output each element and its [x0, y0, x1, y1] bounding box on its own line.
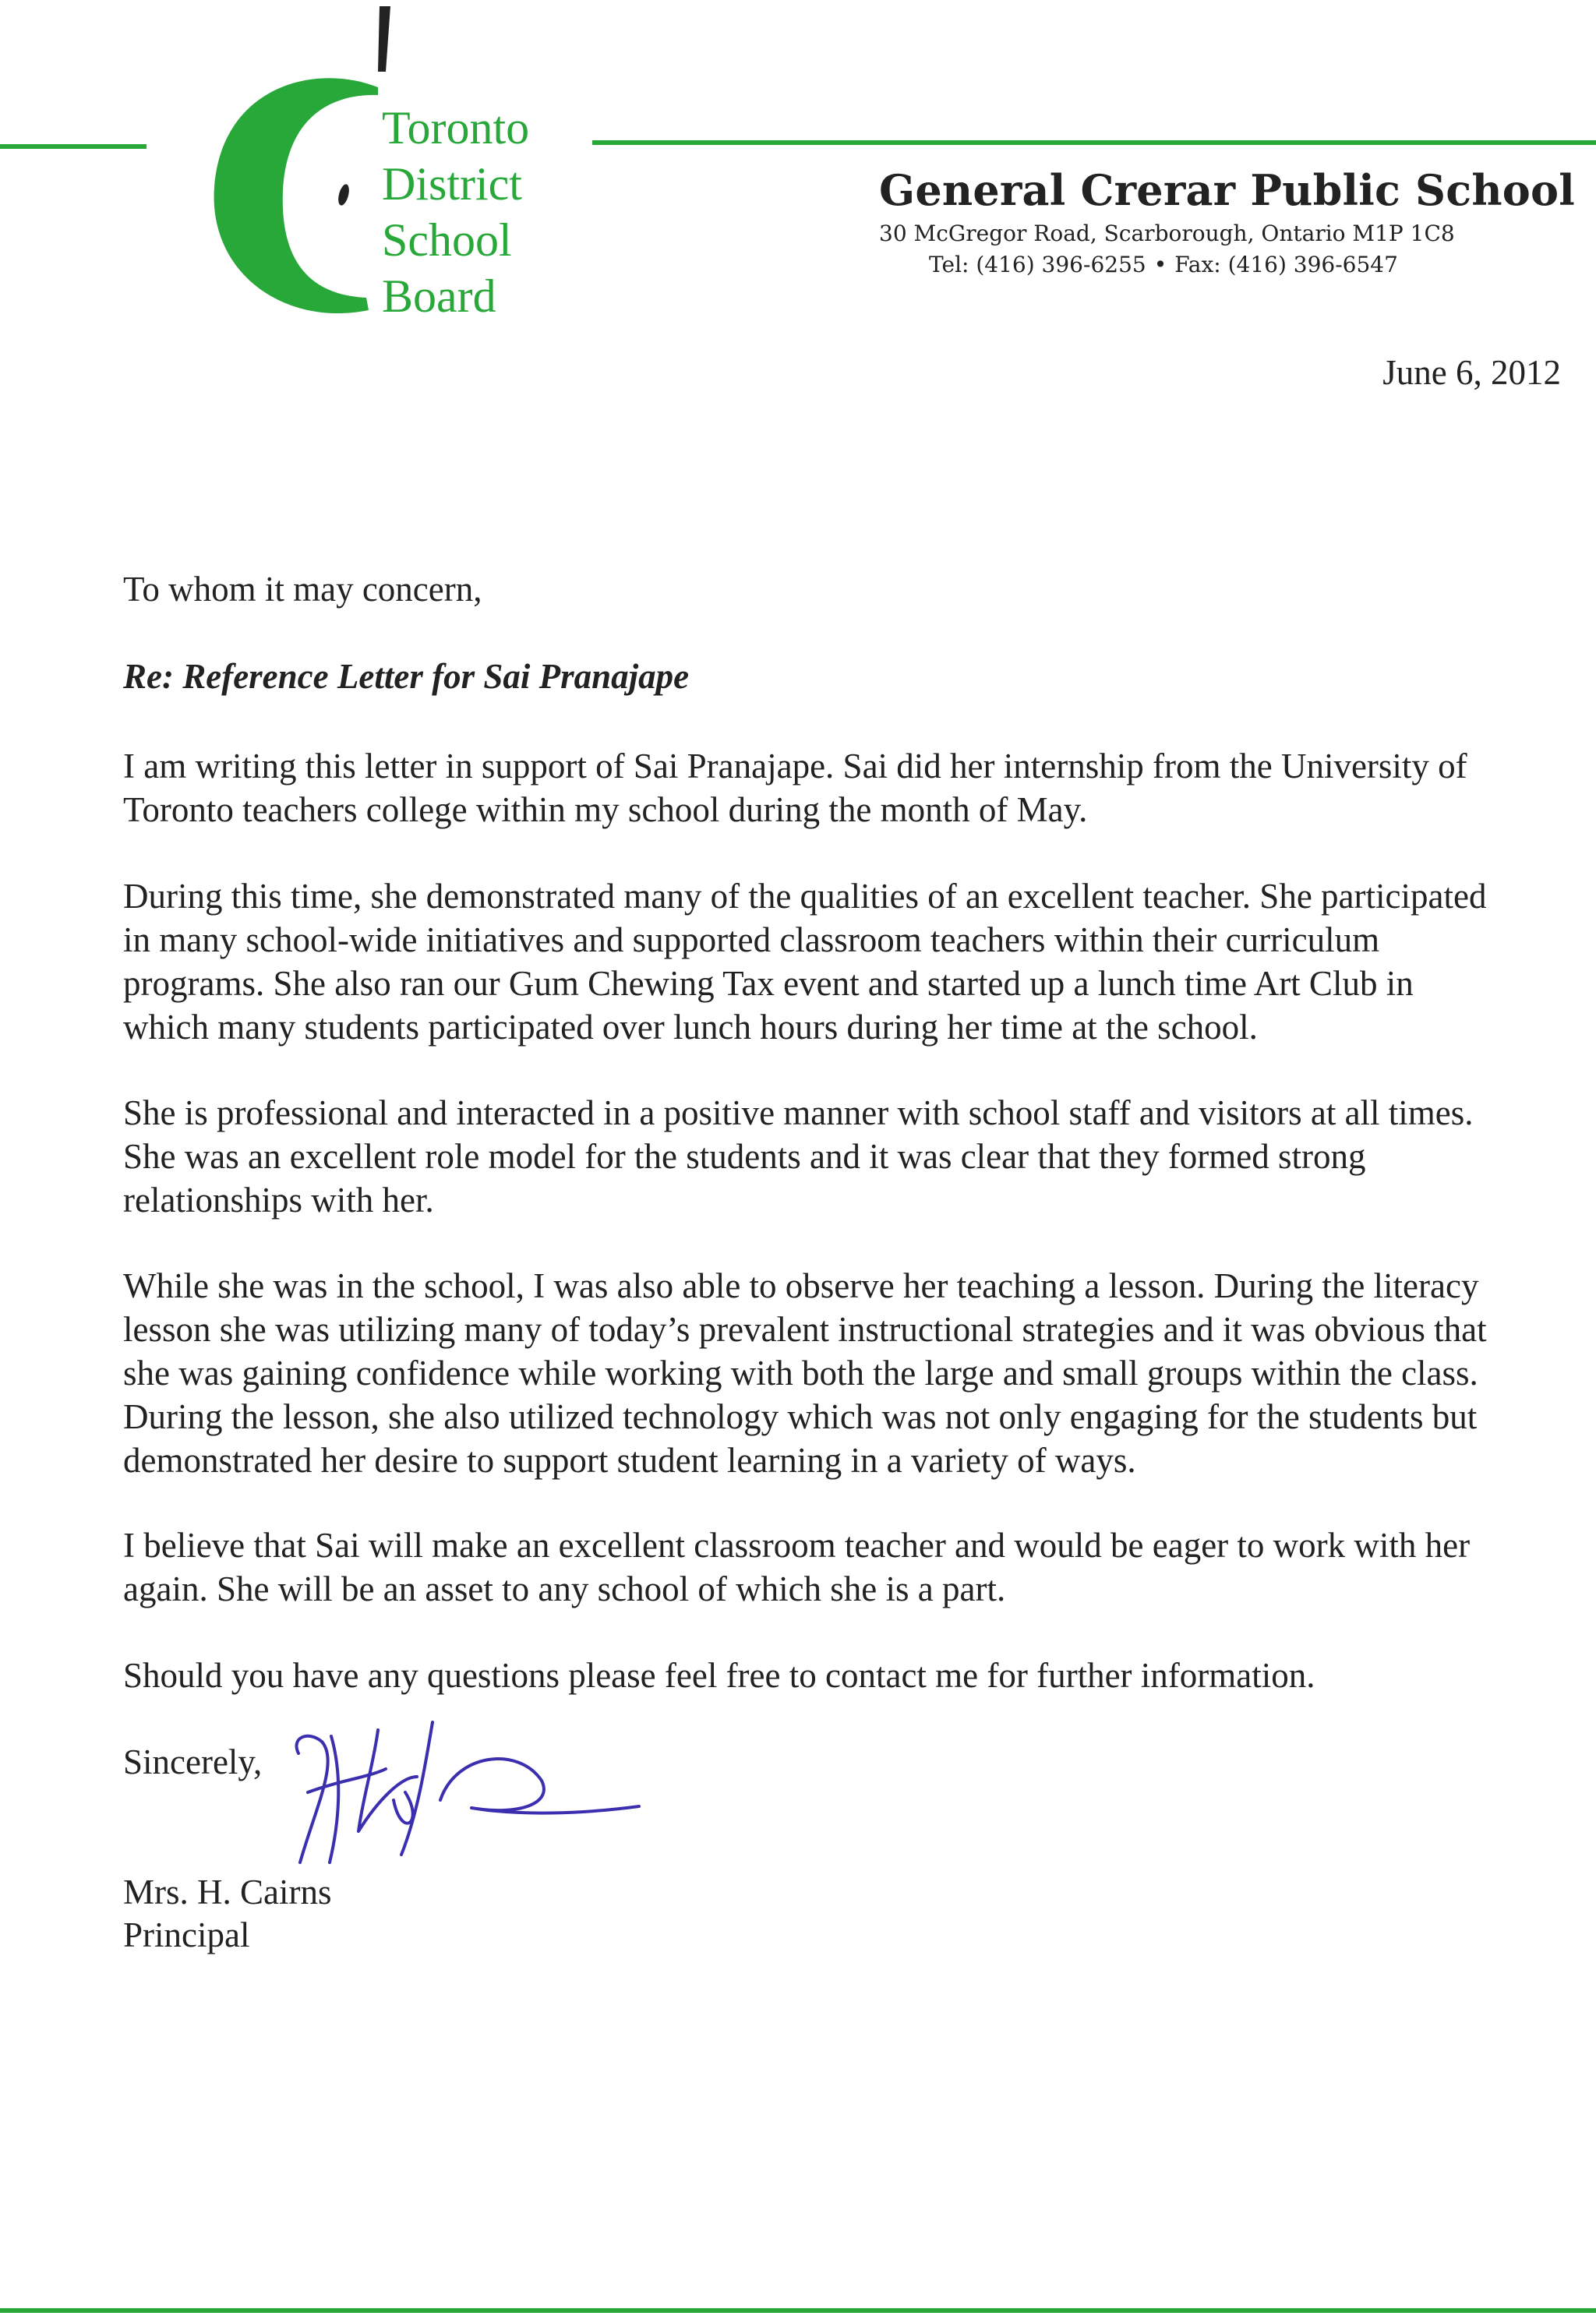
body-paragraph [123, 1523, 1588, 1611]
paragraph-line: While she was in the school, I was also able to observe her teaching a lesson. During the literacy [123, 1266, 1479, 1305]
signer-name: Mrs. H. Cairns [123, 1873, 332, 1912]
signer-title: Principal [123, 1915, 250, 1954]
body-paragraph [123, 1091, 1588, 1222]
paragraph-line: programs. She also ran our Gum Chewing Tax event and started up a lunch time Art Club in [123, 964, 1414, 1003]
paragraph-line: demonstrated her desire to support student learning in a variety of ways. [123, 1441, 1136, 1480]
board-name-line: District [382, 158, 522, 210]
school-name: General Crerar Public School [879, 165, 1575, 215]
paragraph-line: she was gaining confidence while working with both the large and small groups within the class. [123, 1354, 1478, 1393]
paragraph-line: Should you have any questions please feel free to contact me for further information. [123, 1656, 1315, 1695]
school-info [879, 165, 1575, 281]
paragraph-line: which many students participated over lunch hours during her time at the school. [123, 1008, 1258, 1047]
tdsb-apple-logo-icon [199, 0, 401, 327]
letterhead-rule-right [592, 140, 1596, 145]
handwritten-signature-icon [284, 1707, 643, 1870]
school-address: 30 McGregor Road, Scarborough, Ontario M1P 1C8 [879, 221, 1455, 246]
paragraph-line: I believe that Sai will make an excellent classroom teacher and would be eager to work with her [123, 1526, 1471, 1565]
paragraph-line: in many school-wide initiatives and supported classroom teachers within their curriculum [123, 920, 1380, 959]
letter-date: June 6, 2012 [1382, 353, 1561, 392]
school-contact [879, 249, 1575, 281]
paragraph-line: lesson she was utilizing many of today’s prevalent instructional strategies and it was obvious that [123, 1310, 1487, 1349]
salutation: To whom it may concern, [123, 570, 482, 609]
bullet-separator: • [1153, 252, 1167, 277]
paragraph-line: I am writing this letter in support of Sai Pranajape. Sai did her internship from the University of [123, 747, 1467, 786]
paragraph-line: She was an excellent role model for the students and it was clear that they formed strong [123, 1137, 1366, 1176]
paragraph-line: again. She will be an asset to any school of which she is a part. [123, 1569, 1006, 1608]
letterhead-rule-left [0, 144, 147, 149]
fax-number: Fax: (416) 396-6547 [1174, 252, 1398, 277]
paragraph-line: relationships with her. [123, 1181, 434, 1220]
paragraph-line: During this time, she demonstrated many of the qualities of an excellent teacher. She participated [123, 877, 1487, 916]
body-paragraph [123, 1654, 1588, 1697]
board-name-line: School [382, 214, 512, 266]
paragraph-line: Toronto teachers college within my school during the month of May. [123, 790, 1088, 829]
body-paragraph [123, 744, 1588, 831]
closing: Sincerely, [123, 1742, 263, 1781]
board-name [382, 100, 529, 324]
paragraph-line: She is professional and interacted in a positive manner with school staff and visitors at all times. [123, 1093, 1474, 1132]
body-paragraph [123, 874, 1588, 1049]
paragraph-line: During the lesson, she also utilized technology which was not only engaging for the students but [123, 1397, 1478, 1436]
board-name-line: Toronto [382, 102, 530, 154]
telephone-number: Tel: (416) 396-6255 [929, 252, 1146, 277]
subject-line: Re: Reference Letter for Sai Pranajape [123, 657, 690, 696]
body-paragraph [123, 1264, 1588, 1482]
footer-rule [0, 2308, 1596, 2313]
board-name-line: Board [382, 270, 496, 322]
